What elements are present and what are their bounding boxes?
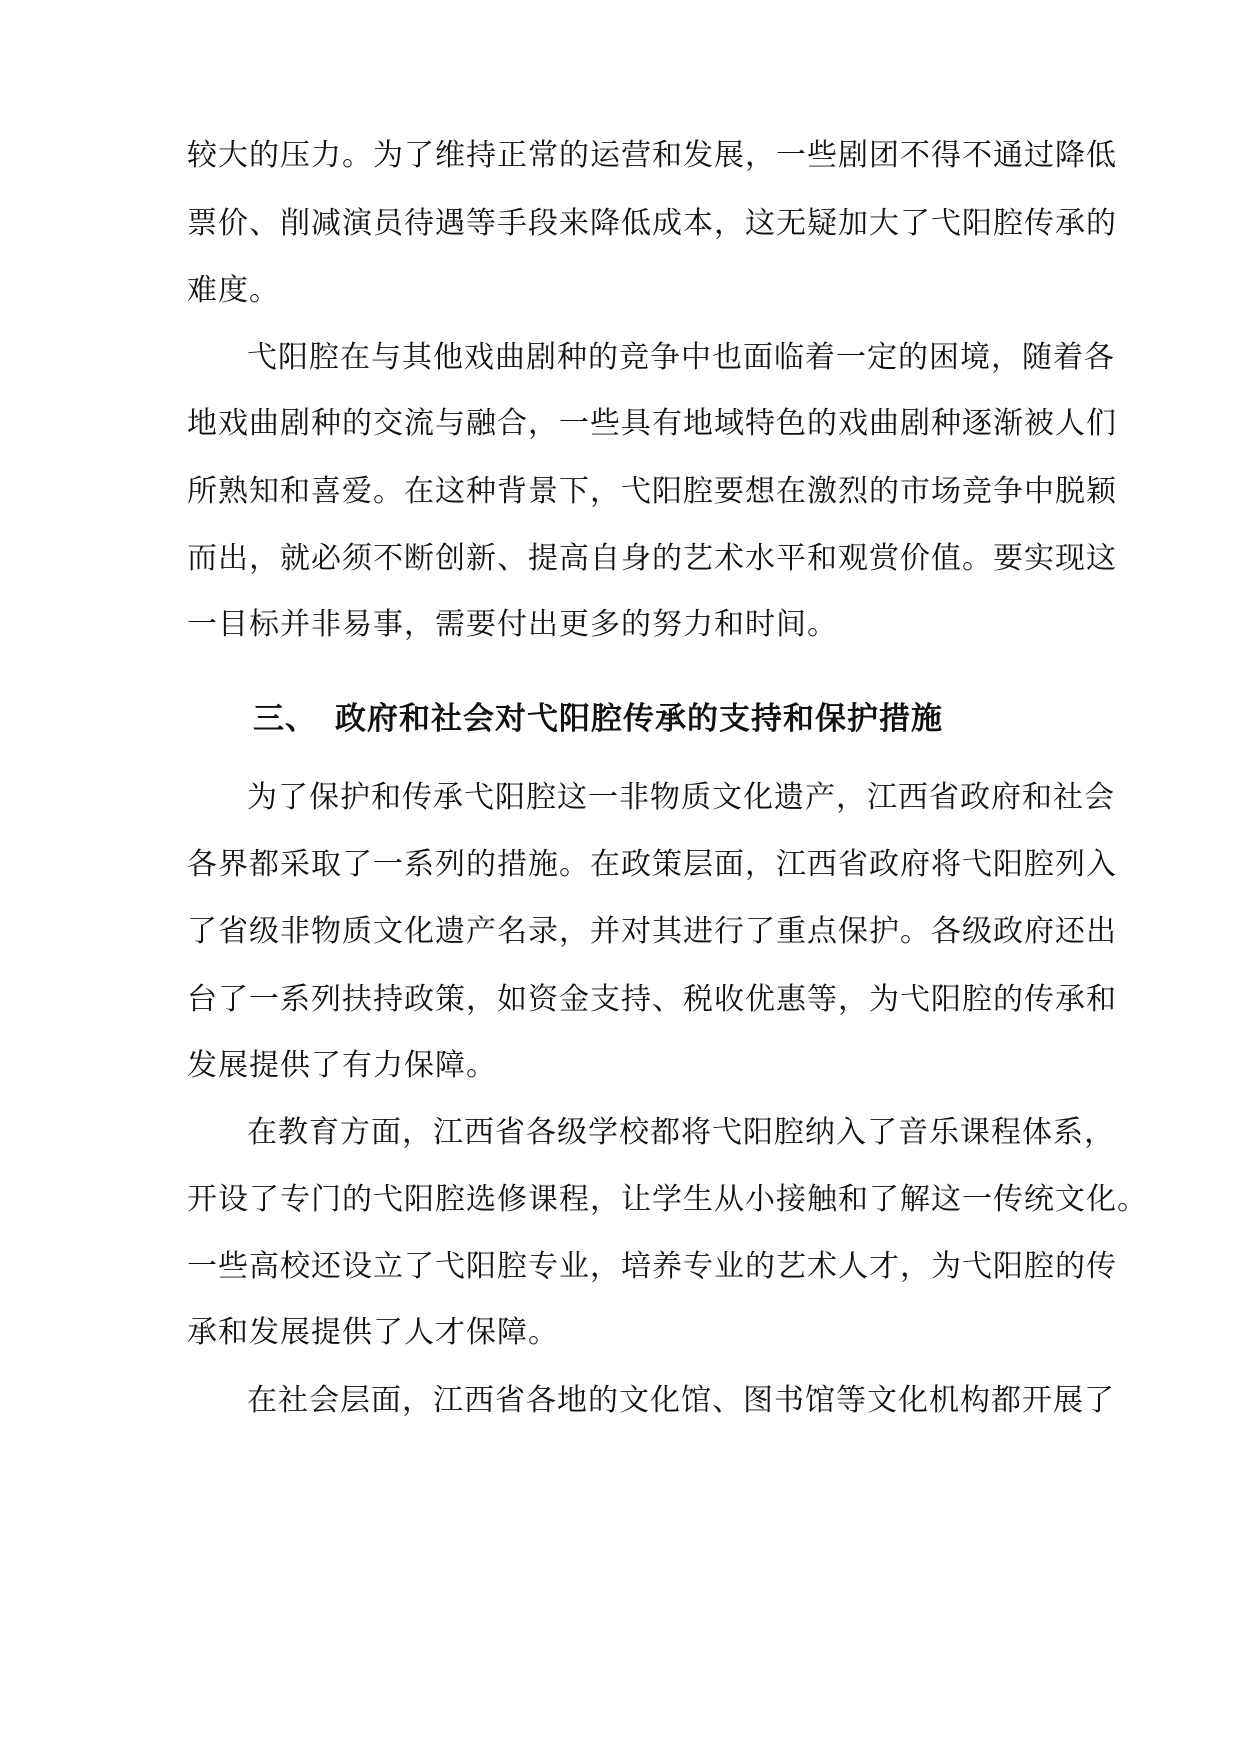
text-line: 较大的压力。为了维持正常的运营和发展，一些剧团不得不通过降低: [187, 138, 1117, 173]
text-line: 在社会层面，江西省各地的文化馆、图书馆等文化机构都开展了: [247, 1383, 1115, 1418]
text-line: 弋阳腔在与其他戏曲剧种的竞争中也面临着一定的困境，随着各: [247, 340, 1115, 375]
section-number: 三、: [253, 701, 317, 737]
text-line: 难度。: [187, 273, 280, 308]
text-line: 所熟知和喜爱。在这种背景下，弋阳腔要想在激烈的市场竞争中脱颖: [187, 474, 1117, 509]
text-line: 在教育方面，江西省各级学校都将弋阳腔纳入了音乐课程体系，: [247, 1115, 1115, 1150]
text-line: 发展提供了有力保障。: [187, 1048, 497, 1083]
text-line: 为了保护和传承弋阳腔这一非物质文化遗产，江西省政府和社会: [247, 780, 1115, 815]
section-title: 政府和社会对弋阳腔传承的支持和保护措施: [335, 701, 943, 737]
text-line: 了省级非物质文化遗产名录，并对其进行了重点保护。各级政府还出: [187, 914, 1117, 949]
text-line: 开设了专门的弋阳腔选修课程，让学生从小接触和了解这一传统文化。: [187, 1182, 1148, 1217]
text-line: 台了一系列扶持政策，如资金支持、税收优惠等，为弋阳腔的传承和: [187, 982, 1117, 1017]
text-line: 而出，就必须不断创新、提高自身的艺术水平和观赏价值。要实现这: [187, 541, 1117, 576]
text-line: 承和发展提供了人才保障。: [187, 1315, 559, 1350]
text-line: 票价、削减演员待遇等手段来降低成本，这无疑加大了弋阳腔传承的: [187, 206, 1117, 241]
text-line: 地戏曲剧种的交流与融合，一些具有地域特色的戏曲剧种逐渐被人们: [187, 406, 1117, 441]
text-line: 各界都采取了一系列的措施。在政策层面，江西省政府将弋阳腔列入: [187, 847, 1117, 882]
text-line: 一些高校还设立了弋阳腔专业，培养专业的艺术人才，为弋阳腔的传: [187, 1249, 1117, 1284]
section-heading: [253, 698, 1073, 740]
text-line: 一目标并非易事，需要付出更多的努力和时间。: [187, 607, 838, 642]
